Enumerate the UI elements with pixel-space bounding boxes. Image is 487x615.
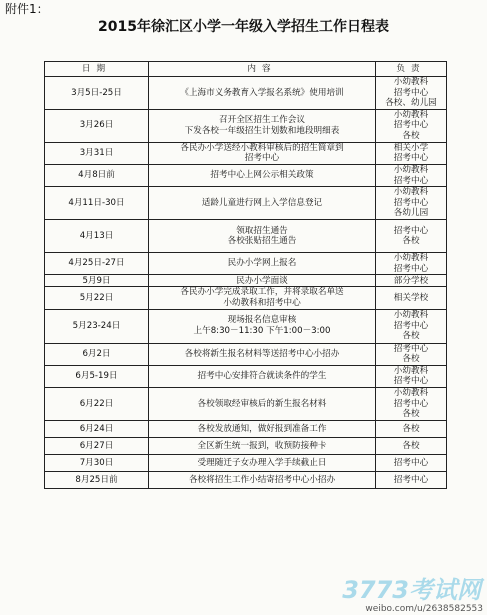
cell-date: 4月8日前 [45,164,149,186]
table-row [45,164,447,186]
cell-responsible-line: 相关小学 [393,142,429,153]
cell-content-line: 《上海市义务教育入学报名系统》使用培训 [180,87,344,98]
cell-content-line: 民办小学面谈 [236,275,288,286]
table-row [45,142,447,164]
cell-content-line: 招考中心上网公示相关政策 [210,170,314,181]
cell-date: 5月9日 [45,275,149,287]
table-row [45,437,447,454]
cell-date: 4月13日 [45,220,149,253]
cell-responsible-line: 小幼教科 [393,365,429,376]
cell-responsible [376,187,447,220]
cell-date: 4月11日-30日 [45,187,149,220]
cell-date: 3月31日 [45,142,149,164]
cell-responsible-line: 各幼儿园 [393,208,429,219]
cell-responsible-line: 招考中心 [393,263,429,274]
cell-responsible-line: 各校 [402,236,420,247]
table-row [45,253,447,275]
cell-content [149,77,376,110]
table-row [45,109,447,142]
cell-responsible-line: 各校 [402,409,420,420]
cell-content [149,471,376,488]
cell-content-line: 上午8:30－11:30 下午1:00－3:00 [193,326,331,337]
cell-responsible [376,77,447,110]
cell-content [149,220,376,253]
table-row [45,220,447,253]
cell-content-line: 各校张贴招生通告 [227,236,297,247]
cell-responsible [376,471,447,488]
cell-content-line: 受理随迁子女办理入学手续截止日 [197,457,327,468]
cell-responsible-line: 招考中心 [393,474,429,485]
cell-date: 5月22日 [45,287,149,309]
cell-content-line: 各校将招生工作小结寄招考中心小招办 [188,474,336,485]
table-row [45,187,447,220]
cell-responsible-line: 招考中心 [393,343,429,354]
cell-content-line: 民办小学网上报名 [227,258,297,269]
cell-responsible-line: 小幼教科 [393,187,429,198]
table-row [45,343,447,365]
site-watermark: 3773考试网 [342,576,481,604]
table-row [45,420,447,437]
cell-content-line: 现场报名信息审核 [227,315,297,326]
cell-content-line: 下发各校一年级招生计划数和地段明细表 [184,125,340,136]
cell-date: 4月25日-27日 [45,253,149,275]
cell-content [149,454,376,471]
cell-responsible-line: 招考中心 [393,457,429,468]
table-row [45,309,447,343]
table-header-row [45,62,447,77]
cell-responsible [376,220,447,253]
cell-content [149,287,376,309]
cell-content [149,275,376,287]
cell-content [149,187,376,220]
cell-content [149,109,376,142]
attachment-label: 附件1： [5,2,49,16]
cell-responsible [376,287,447,309]
cell-responsible [376,253,447,275]
cell-date: 5月23-24日 [45,309,149,343]
cell-responsible-line: 招考中心 [393,376,429,387]
header-date: 日期 [45,62,149,77]
cell-responsible [376,420,447,437]
cell-responsible-line: 招考中心 [393,153,429,164]
table-row [45,387,447,420]
cell-responsible-line: 招考中心 [393,398,429,409]
cell-date: 3月5日-25日 [45,77,149,110]
cell-date: 8月25日前 [45,471,149,488]
cell-responsible-line: 招考中心 [393,320,429,331]
cell-date: 7月30日 [45,454,149,471]
schedule-body [45,77,447,489]
cell-responsible-line: 相关学校 [393,292,429,303]
cell-date: 6月22日 [45,387,149,420]
cell-responsible [376,109,447,142]
cell-content-line: 招考中心安排符合就读条件的学生 [197,371,327,382]
cell-content-line: 招考中心 [244,153,280,164]
cell-content-line: 领取招生通告 [236,225,288,236]
cell-date: 3月26日 [45,109,149,142]
cell-responsible-line: 小幼教科 [393,388,429,399]
cell-responsible [376,142,447,164]
cell-content-line: 各校发放通知，做好报到准备工作 [197,423,327,434]
cell-content [149,437,376,454]
cell-responsible [376,164,447,186]
table-row [45,365,447,387]
cell-content-line: 全区新生统一报到，收预防接种卡 [197,440,327,451]
cell-responsible [376,387,447,420]
table-row [45,275,447,287]
schedule-table [44,61,447,489]
cell-content-line: 小幼教科和招考中心 [223,297,301,308]
table-row [45,471,447,488]
cell-responsible [376,275,447,287]
cell-responsible [376,454,447,471]
cell-responsible-line: 招考中心 [393,197,429,208]
cell-content [149,164,376,186]
cell-content [149,387,376,420]
cell-responsible-line: 各校 [402,354,420,365]
table-row [45,77,447,110]
cell-content-line: 适龄儿童进行网上入学信息登记 [201,197,323,208]
cell-responsible-line: 小幼教科 [393,164,429,175]
cell-content [149,420,376,437]
cell-responsible-line: 招考中心 [393,120,429,131]
cell-responsible-line: 各校、幼儿园 [385,98,437,109]
cell-content-line: 各民办小学完成录取工作，并将录取名单送 [180,287,344,298]
cell-responsible-line: 招考中心 [393,175,429,186]
cell-date: 6月5-19日 [45,365,149,387]
cell-responsible-line: 各校 [402,440,420,451]
cell-content [149,365,376,387]
cell-content [149,142,376,164]
cell-responsible [376,437,447,454]
weibo-credit: weibo.com/u/2638582553 [365,604,483,614]
cell-responsible [376,365,447,387]
cell-responsible-line: 小幼教科 [393,310,429,321]
cell-responsible-line: 部分学校 [393,275,429,286]
cell-responsible-line: 各校 [402,131,420,142]
table-row [45,454,447,471]
cell-content [149,309,376,343]
cell-responsible-line: 招考中心 [393,87,429,98]
header-content: 内容 [149,62,376,77]
cell-content-line: 各校将新生报名材料等送招考中心小招办 [184,348,340,359]
cell-responsible-line: 小幼教科 [393,109,429,120]
cell-content-line: 各校领取经审核后的新生报名材料 [197,398,327,409]
cell-responsible [376,309,447,343]
cell-responsible-line: 小幼教科 [393,77,429,87]
cell-responsible-line: 小幼教科 [393,253,429,264]
cell-date: 6月2日 [45,343,149,365]
cell-content [149,343,376,365]
cell-content-line: 召开全区招生工作会议 [219,115,305,126]
cell-date: 6月27日 [45,437,149,454]
cell-content-line: 各民办小学送经小教科审核后的招生简章到 [180,142,344,153]
page-title: 2015年徐汇区小学一年级入学招生工作日程表 [98,19,389,35]
header-responsible: 负责 [376,62,447,77]
cell-content [149,253,376,275]
cell-responsible [376,343,447,365]
cell-responsible-line: 各校 [402,423,420,434]
cell-date: 6月24日 [45,420,149,437]
cell-responsible-line: 招考中心 [393,225,429,236]
cell-responsible-line: 各校 [402,331,420,342]
table-row [45,287,447,309]
